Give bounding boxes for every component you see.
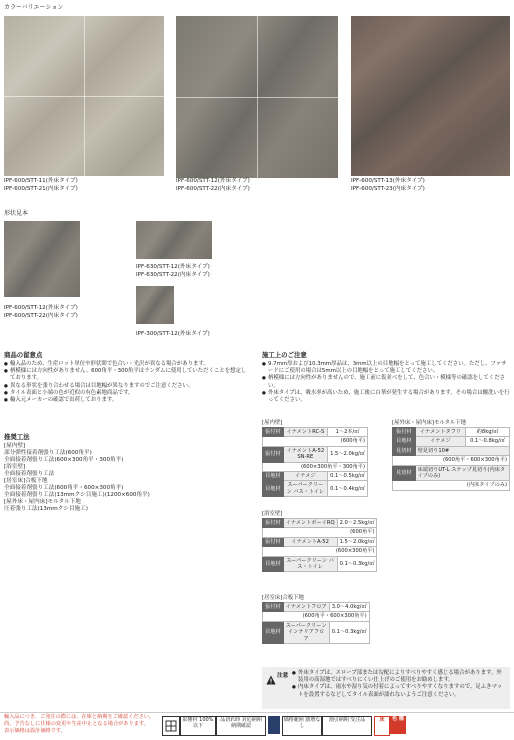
- construction-note: ● 柄模様には方向性がありませんので、施工前に仮並べをして、色合い・模様等の確認をしてください。: [262, 375, 510, 389]
- badge-price-range: 価格範囲 割増なし: [282, 716, 322, 736]
- spec-size: (600×300角平・300角平): [263, 462, 368, 471]
- method-line: 圧着張り工法(13mmクシ目施工): [4, 506, 88, 512]
- spec-label: 張付材: [263, 603, 284, 612]
- spec-amount: 0.1〜0.5kg/㎡: [328, 472, 368, 481]
- spec-size: (600×300角平): [263, 547, 377, 556]
- spec-material: イナメントタフリ: [415, 428, 466, 437]
- construction-note: ● 外床タイプは、吸水率が高いため、施工後に白華が発生する場合があります。その場合は酸洗いを行ってください。: [262, 390, 510, 404]
- product-note: ● 柄模様には方向性がありません。600角平・300角平はランダムに使用していただくことを想定しております。: [4, 368, 249, 382]
- spec-amount: 0.1〜0.4kg/㎡: [328, 481, 368, 497]
- warning-icon: [266, 670, 276, 680]
- spec-material: イナメジ: [415, 437, 466, 446]
- spec-amount: 3.0〜4.0kg/㎡: [329, 603, 369, 612]
- shape-swatch-600: [4, 221, 80, 297]
- spec-label: 目地材: [263, 472, 284, 481]
- caution-box: [262, 667, 510, 709]
- construction-notes-list: [262, 361, 510, 404]
- recommended-methods-title: 推奨工法: [4, 433, 30, 441]
- room-floor-title: [居室床]合板下地: [262, 595, 304, 601]
- spec-label: 張付材: [263, 537, 284, 546]
- spec-amount: 0.1〜0.8kg/㎡: [466, 437, 510, 446]
- spec-material: スーパークリーン バス・トイレ: [283, 556, 337, 572]
- spec-label: 張付材: [393, 428, 416, 437]
- badge-floor: 床: [374, 716, 390, 736]
- spec-amount: 2.0〜2.5kg/㎡: [337, 519, 377, 528]
- spec-material: イナメントA-52: [283, 537, 337, 546]
- caution-list: [292, 670, 506, 699]
- spec-label: 目地材: [263, 556, 284, 572]
- spec-label: 目地材: [263, 621, 284, 643]
- spec-size: (内床タイプのみ): [393, 481, 510, 490]
- badge-absorption: 影響材 100%以下: [180, 716, 216, 736]
- method-line: 全面接着剤張り工法(13mmクシ目施工)(1200×600角平): [4, 492, 150, 498]
- shape-swatch-300: [136, 286, 174, 324]
- color-code-1a: IPF-600/STT-11(外床タイプ): [4, 178, 78, 184]
- method-line: 全面接着剤張り工法: [4, 471, 55, 477]
- shape-swatch-630: [136, 221, 212, 259]
- bath-wall-title: [浴室壁]: [262, 511, 283, 517]
- color-code-3a: IPF-600/STT-13(外床タイプ): [351, 178, 425, 184]
- spec-size: (600角平・600×300角平): [263, 612, 370, 621]
- spec-material: スーパークリーン インテリアフロア: [283, 621, 329, 643]
- method-line: 全面接着剤張り工法(600角平・600×300角平): [4, 485, 124, 491]
- color-code-2a: IPF-600/STT-12(外床タイプ): [176, 178, 250, 184]
- badge-color: 色 種: [390, 716, 406, 734]
- spec-size: (600角平・600×300角平): [393, 456, 510, 465]
- recommended-methods-list: [4, 443, 150, 513]
- spec-size: (600角平): [263, 528, 377, 537]
- spec-material: イナメントボーイRQ: [283, 519, 337, 528]
- spec-material: イナメントA-52 SN-RE: [283, 446, 328, 462]
- construction-note: ● 9.7mm厚および10.3mm厚品は、3mm以上の目地幅をとって施工してください。ただし、ファサードにご使用の場合は5mm以上の目地幅をとって施工してください。: [262, 361, 510, 375]
- spec-amount: 1.5〜2.0kg/㎡: [337, 537, 377, 546]
- indoor-wall-title: [屋内壁]: [262, 420, 283, 426]
- method-line: [居室床]合板下地: [4, 478, 48, 484]
- spec-material: 床端切りUT-L ステップ見切り(内床タイプのみ): [415, 465, 509, 481]
- spec-material: イナメジ: [283, 472, 328, 481]
- color-code-2b: IPF-600/STT-22(内床タイプ): [176, 186, 250, 192]
- product-notes-list: [4, 361, 249, 404]
- color-code-1b: IPF-600/STT-21(内床タイプ): [4, 186, 78, 192]
- product-note: ● タイル表面と小端の色が近似の有色素地商品です。: [4, 390, 249, 397]
- product-notes-title: 商品の留意点: [4, 351, 43, 359]
- spec-label: 張付材: [263, 428, 284, 437]
- shape-code-1a: IPF-600/STT-12(外床タイプ): [4, 305, 78, 311]
- box-icon: [268, 716, 280, 734]
- product-note: ● 輸入元メーカーの確認で出荷しております。: [4, 397, 249, 404]
- footer-note: 表示価格は設計価格です。: [4, 728, 66, 734]
- shape-code-3a: IPF-300/STT-12(外床タイプ): [136, 331, 210, 337]
- footer-note: 尚、予告なしに仕様の変更や生産中止となる場合があります。: [4, 721, 149, 727]
- shape-sample-title: 形状見本: [4, 210, 29, 217]
- spec-size: (600角平): [263, 437, 368, 446]
- tile-icon: [162, 716, 180, 736]
- spec-label: 目地材: [263, 481, 284, 497]
- method-line: [屋外床・屋内床]モルタル下地: [4, 499, 81, 505]
- outdoor-floor-table: [392, 427, 510, 491]
- badge-lead-time: 品切れ時 対応納期 納期確認: [216, 716, 266, 736]
- shape-code-2a: IPF-630/STT-12(外床タイプ): [136, 264, 210, 270]
- spec-label: 見切材: [393, 446, 416, 455]
- spec-amount: 0.1〜0.3kg/㎡: [329, 621, 369, 643]
- bath-wall-table: [262, 518, 377, 572]
- spec-material: イナメントフロア: [283, 603, 329, 612]
- room-floor-table: [262, 602, 370, 644]
- outdoor-floor-title: [屋外床・屋内床]モルタル下地: [392, 420, 467, 426]
- spec-material: イナメントRC-S: [283, 428, 328, 437]
- spec-label: 目地材: [393, 437, 416, 446]
- footer-note: 輸入品につき、ご発注の際には、在庫と納期をご確認ください。: [4, 714, 155, 720]
- spec-amount: 約8kg/㎡: [466, 428, 510, 437]
- spec-label: 張付材: [263, 519, 284, 528]
- shape-code-1b: IPF-600/STT-22(内床タイプ): [4, 313, 78, 319]
- caution-item: ● 外床タイプは、スロープ部または勾配によりすべりやすく感じる場合があります。外装用の高湿地ではすべりにくい仕上げのご使用をお勧めします。: [292, 670, 506, 684]
- construction-notes-title: 施工上のご注意: [262, 351, 307, 359]
- indoor-wall-table: [262, 427, 368, 497]
- spec-material: スーパークリーン バス・トイレ: [283, 481, 328, 497]
- color-variation-title: カラーバリエーション: [4, 4, 64, 11]
- product-note: ● 異なる形状を張り合わせる場合は目地幅が異なりますのでご注意ください。: [4, 383, 249, 390]
- method-line: 部分弾性接着剤張り工法(600角平): [4, 450, 92, 456]
- spec-amount: 1.5〜2.0kg/㎡: [328, 446, 368, 462]
- spec-material: 壁見切り10#: [415, 446, 509, 455]
- spec-label: 張付材: [263, 446, 284, 462]
- footer-divider: [0, 712, 514, 713]
- color-swatch-3: [351, 16, 510, 176]
- footer-notes: [4, 714, 154, 735]
- caution-label: 注意: [277, 673, 289, 679]
- product-note: ● 輸入品のため、生産ロット単位や形状間で色合い・光沢が異なる場合があります。: [4, 361, 249, 368]
- caution-item: ● 内床タイプは、雨水や湿り気の付着によってすべりやすくなりますので、足ふきマットを設置するなどしてタイル表面が濡れないようご注意ください。: [292, 684, 506, 698]
- method-line: 全面接着剤張り工法(600×300角平・300角平): [4, 457, 124, 463]
- spec-amount: 0.1〜0.3kg/㎡: [337, 556, 377, 572]
- spec-label: 見切材: [393, 465, 416, 481]
- badge-order: 割引納期 受注品: [322, 716, 372, 736]
- method-line: [屋内壁]: [4, 443, 26, 449]
- color-code-3b: IPF-600/STT-23(内床タイプ): [351, 186, 425, 192]
- method-line: [浴室壁]: [4, 464, 26, 470]
- shape-code-2b: IPF-630/STT-22(内床タイプ): [136, 272, 210, 278]
- color-swatch-2: [176, 16, 338, 178]
- color-swatch-1: [4, 16, 164, 176]
- spec-amount: 1〜2本/㎡: [328, 428, 368, 437]
